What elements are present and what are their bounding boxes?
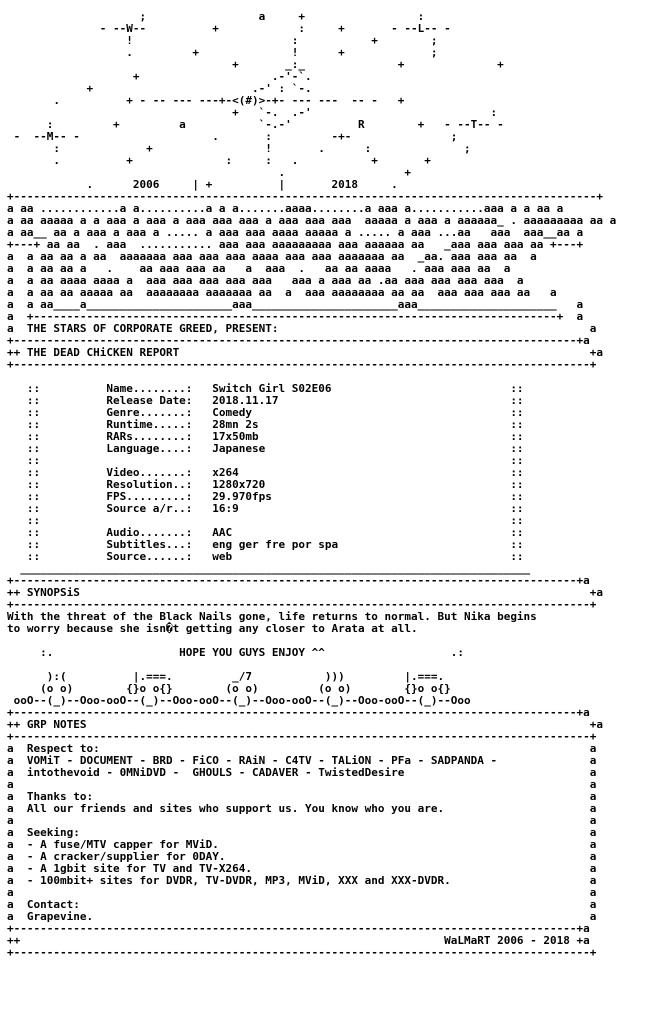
nfo-line: a intothevoid - 0MNiDVD - GHOULS - CADAVER - TwistedDesire a (7, 766, 597, 779)
nfo-line: a All our friends and sites who support us. You know who you are. a (7, 802, 597, 815)
nfo-line: :: :: (7, 514, 524, 527)
nfo-line: +---+ aa aa . aaa ........... aaa aaa aaaaaaaaa aaa aaaaaa aa _aaa aaa aaa aa +---+ (7, 238, 584, 251)
nfo-line: +---------------------------------------------------------------------------------------+ (7, 358, 597, 371)
nfo-line: ):( |.===. _/7 ))) |.===. (7, 670, 445, 683)
nfo-line: ++ THE DEAD CHiCKEN REPORT +a (7, 346, 604, 359)
nfo-line: : + ! . : ; (7, 142, 471, 155)
nfo-line: :: Audio.......: AAC :: (7, 526, 524, 539)
nfo-line: :: Video.......: x264 :: (7, 466, 524, 479)
nfo-line: :: FPS.........: 29.970fps :: (7, 490, 524, 503)
nfo-line: a a aa aaaa aaaa a aaa aaa aaa aaa aaa aaa a aaa aa .aa aaa aaa aaa aaa a (7, 274, 524, 287)
nfo-line: :: :: (7, 454, 524, 467)
nfo-line: a aa ............a a..........a a a.......aaaa........a aaa a...........aaa a a aa a (7, 202, 564, 215)
nfo-line: a VOMiT - DOCUMENT - BRD - FiCO - RAiN - C4TV - TALiON - PFa - SADPANDA - a (7, 754, 597, 767)
nfo-line: to worry because she isn�t getting any closer to Arata at all. (7, 622, 418, 635)
nfo-line: a - A fuse/MTV capper for MViD. a (7, 838, 597, 851)
nfo-line: . + - -- --- ---+-<(#)>-+- --- --- -- - + (7, 94, 405, 107)
nfo-line: +---------------------------------------------------------------------------------------+ (7, 598, 597, 611)
nfo-line: +-------------------------------------------------------------------------------------+a (7, 922, 590, 935)
nfo-line: ; a + : (7, 10, 425, 23)
nfo-line: a a aa aa a aa aaaaaaa aaa aaa aaa aaaa aaa aaa aaaaaaa aa _aa. aaa aaa aa a (7, 250, 537, 263)
nfo-line: ooO--(_)--Ooo-ooO--(_)--Ooo-ooO--(_)--Ooo-ooO--(_)--Ooo-ooO--(_)--Ooo (7, 694, 471, 707)
nfo-line: a Respect to: a (7, 742, 597, 755)
nfo-line: a a aa aa a . aa aaa aaa aa a aaa . aa aa aaaa . aaa aaa aa a (7, 262, 511, 275)
nfo-line: _____________________________________________________________________________ (7, 562, 531, 575)
nfo-line: +----------------------------------------------------------------------------------------+ (7, 190, 604, 203)
nfo-line: :: Name........: Switch Girl S02E06 :: (7, 382, 524, 395)
nfo-line: :: Language....: Japanese :: (7, 442, 524, 455)
nfo-line: :: Release Date: 2018.11.17 :: (7, 394, 524, 407)
nfo-line: :: Resolution..: 1280x720 :: (7, 478, 524, 491)
nfo-line: :: Source......: web :: (7, 550, 524, 563)
nfo-line: - --M-- - . : -+- ; (7, 130, 458, 143)
nfo-line: a - A 1gbit site for TV and TV-X264. a (7, 862, 597, 875)
nfo-line: + .-' : `-. (7, 82, 312, 95)
nfo-line: :: RARs........: 17x50mb :: (7, 430, 524, 443)
nfo-line: With the threat of the Black Nails gone, life returns to normal. But Nika begins (7, 610, 537, 623)
nfo-line: a - 100mbit+ sites for DVDR, TV-DVDR, MP3, MViD, XXX and XXX-DVDR. a (7, 874, 597, 887)
nfo-line: + .-'-`. (7, 70, 312, 83)
nfo-line: . + (7, 166, 411, 179)
nfo-line: (o o) {}o o{} (o o) (o o) {}o o{} (7, 682, 451, 695)
nfo-line: . + ! + ; (7, 46, 438, 59)
nfo-line: a a (7, 814, 597, 827)
nfo-line: :: Runtime.....: 28mn 2s :: (7, 418, 524, 431)
nfo-line: ++ SYNOPSiS +a (7, 586, 604, 599)
nfo-line: +-------------------------------------------------------------------------------------+a (7, 334, 590, 347)
nfo-line: a aa__ aa a aaa a aaa a ..... a aaa aaa aaaa aaaaa a ..... a aaa ...aa aaa aaa__aa a (7, 226, 584, 239)
nfo-line: - --W-- + : + - --L-- - (7, 22, 451, 35)
nfo-line: +---------------------------------------------------------------------------------------+ (7, 946, 597, 959)
nfo-line: + `-. .-' : (7, 106, 498, 119)
nfo-text-block (7, 11, 616, 959)
nfo-line: +-------------------------------------------------------------------------------------+a (7, 706, 590, 719)
nfo-line: +-------------------------------------------------------------------------------------+a (7, 574, 590, 587)
nfo-line: ++ GRP NOTES +a (7, 718, 604, 731)
nfo-line: a Contact: a (7, 898, 597, 911)
nfo-line: ++ WaLMaRT 2006 - 2018 +a (7, 934, 590, 947)
nfo-line: a Seeking: a (7, 826, 597, 839)
nfo-line: +---------------------------------------------------------------------------------------+ (7, 730, 597, 743)
nfo-line: a a aa aa aaaaa aa aaaaaaaa aaaaaaa aa a aaa aaaaaaaa aa aa aaa aaa aaa aa a (7, 286, 557, 299)
nfo-line: ! : + ; (7, 34, 438, 47)
nfo-line: a Grapevine. a (7, 910, 597, 923)
nfo-line: a THE STARS OF CORPORATE GREED, PRESENT: a (7, 322, 597, 335)
nfo-line: a +-------------------------------------------------------------------------------+ a (7, 310, 584, 323)
nfo-line: : + a `-.-' R + - --T-- - (7, 118, 504, 131)
nfo-line: :: Genre.......: Comedy :: (7, 406, 524, 419)
nfo-line: a a (7, 778, 597, 791)
nfo-line: a aa aaaaa a a aaa a aaa a aaa aaa aaa a aaa aaa aaa aaaaa a aaa a aaaaaa_ . aaaaaaaaa aa a (7, 214, 617, 227)
nfo-line: a a (7, 886, 597, 899)
nfo-line: . 2006 | + | 2018 . (7, 178, 398, 191)
nfo-line: . + : : . + + (7, 154, 431, 167)
nfo-line: a Thanks to: a (7, 790, 597, 803)
nfo-line: :. HOPE YOU GUYS ENJOY ^^ .: (7, 646, 464, 659)
nfo-line: + _:_ + + (7, 58, 504, 71)
nfo-line: :: Subtitles...: eng ger fre por spa :: (7, 538, 524, 551)
nfo-line: :: Source a/r..: 16:9 :: (7, 502, 524, 515)
nfo-line: a - A cracker/supplier for 0DAY. a (7, 850, 597, 863)
nfo-line: a a aa____a______________________aaa______________________aaa_____________________ a (7, 298, 584, 311)
